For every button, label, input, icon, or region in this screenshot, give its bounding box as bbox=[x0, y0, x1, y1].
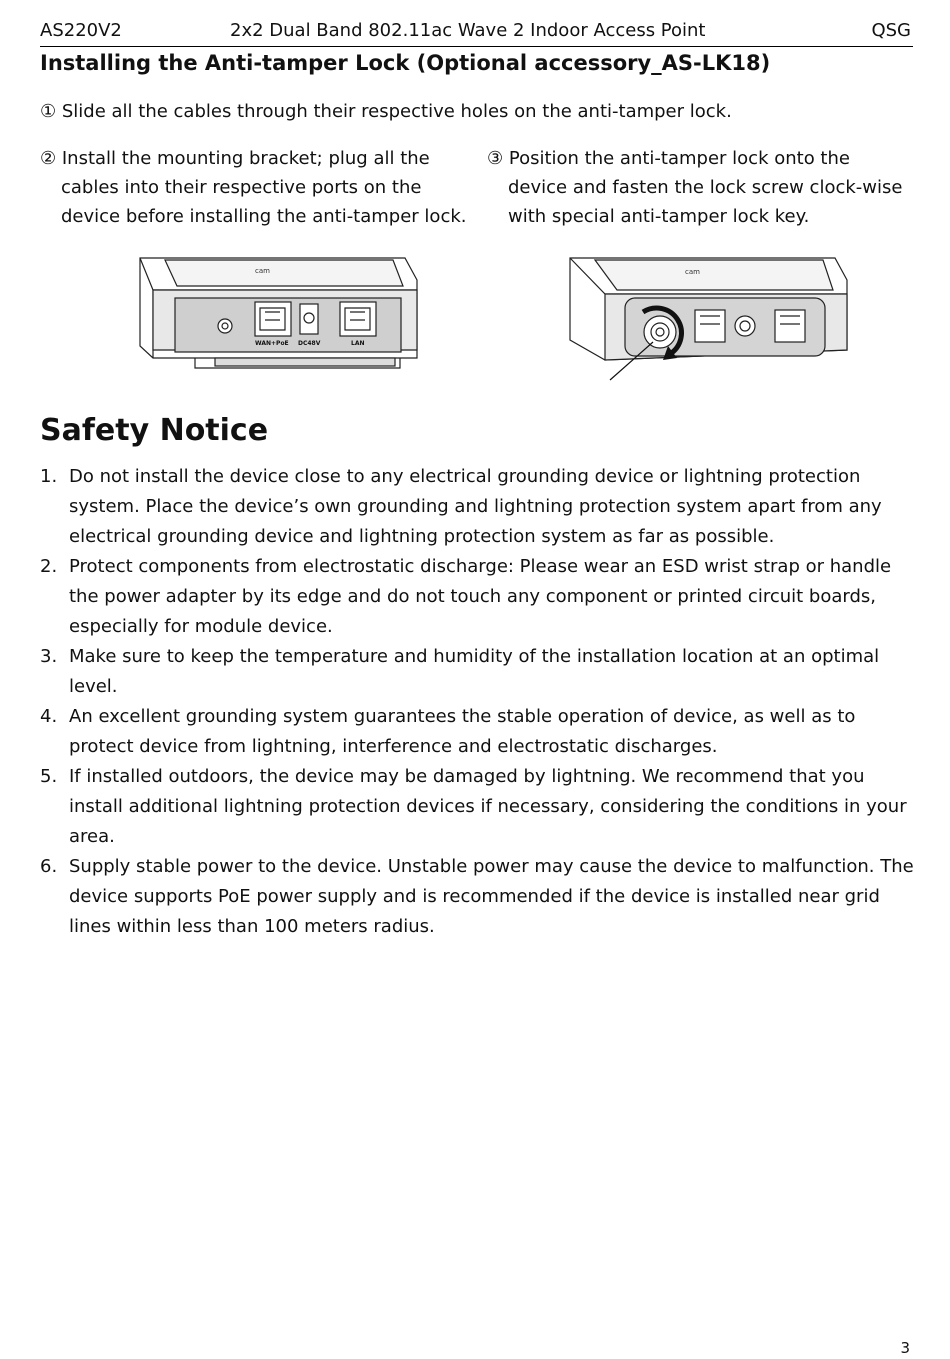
header-model: AS220V2 bbox=[40, 20, 122, 41]
port-label-wan: WAN+PoE bbox=[255, 340, 289, 347]
list-item-number: 4. bbox=[40, 706, 58, 727]
safety-notice-list bbox=[40, 462, 920, 942]
step-2-line: ② Install the mounting bracket; plug all the bbox=[40, 148, 430, 169]
port-label-lan: LAN bbox=[351, 340, 365, 347]
device-ports-illustration bbox=[135, 250, 420, 375]
install-step-1 bbox=[40, 97, 732, 126]
port-label-dc: DC48V bbox=[298, 340, 321, 347]
step-3-line: with special anti-tamper lock key. bbox=[508, 206, 810, 227]
step-1-text: ① Slide all the cables through their respective holes on the anti-tamper lock. bbox=[40, 101, 732, 122]
page-header bbox=[40, 20, 913, 47]
list-item bbox=[40, 552, 920, 642]
list-item-number: 1. bbox=[40, 466, 58, 487]
list-item-text: Protect components from electrostatic discharge: Please wear an ESD wrist strap or handle the power adapter by its edge and do not touch any component or printed circuit boards, especially for module device. bbox=[69, 556, 892, 637]
step-3-line: ③ Position the anti-tamper lock onto the bbox=[487, 148, 850, 169]
logo-text: cam bbox=[255, 267, 270, 275]
header-title: 2x2 Dual Band 802.11ac Wave 2 Indoor Access Point bbox=[230, 20, 706, 41]
install-step-2 bbox=[40, 144, 466, 231]
safety-notice-title: Safety Notice bbox=[40, 413, 269, 448]
list-item-number: 3. bbox=[40, 646, 58, 667]
anti-tamper-lock-illustration bbox=[565, 250, 850, 385]
list-item-text: An excellent grounding system guarantees the stable operation of device, as well as to protect device from lightning, interference and electrostatic discharges. bbox=[69, 706, 856, 757]
page-number: 3 bbox=[900, 1339, 910, 1357]
list-item-text: If installed outdoors, the device may be damaged by lightning. We recommend that you install additional lightning protection devices if necessary, considering the conditions in your area. bbox=[69, 766, 907, 847]
list-item bbox=[40, 462, 920, 552]
logo-text: cam bbox=[685, 268, 700, 276]
list-item-number: 6. bbox=[40, 856, 58, 877]
list-item-number: 2. bbox=[40, 556, 58, 577]
list-item bbox=[40, 642, 920, 702]
list-item-text: Supply stable power to the device. Unstable power may cause the device to malfunction. The device supports PoE power supply and is recommended if the device is installed near grid lines within less than 100 meters radius. bbox=[69, 856, 914, 937]
list-item-number: 5. bbox=[40, 766, 58, 787]
list-item-text: Make sure to keep the temperature and humidity of the installation location at an optimal level. bbox=[69, 646, 880, 697]
step-2-line: cables into their respective ports on the bbox=[61, 177, 422, 198]
header-doc-type: QSG bbox=[871, 20, 911, 41]
list-item-text: Do not install the device close to any electrical grounding device or lightning protection system. Place the device’s own grounding and lightning protection system apart from any electrical grounding device and lightning protection system as far as possible. bbox=[69, 466, 882, 547]
list-item bbox=[40, 702, 920, 762]
step-3-line: device and fasten the lock screw clock-wise bbox=[508, 177, 903, 198]
list-item bbox=[40, 762, 920, 852]
step-2-line: device before installing the anti-tamper lock. bbox=[61, 206, 467, 227]
install-section-title: Installing the Anti-tamper Lock (Optional accessory_AS-LK18) bbox=[40, 51, 771, 75]
install-step-3 bbox=[487, 144, 902, 231]
list-item bbox=[40, 852, 920, 942]
